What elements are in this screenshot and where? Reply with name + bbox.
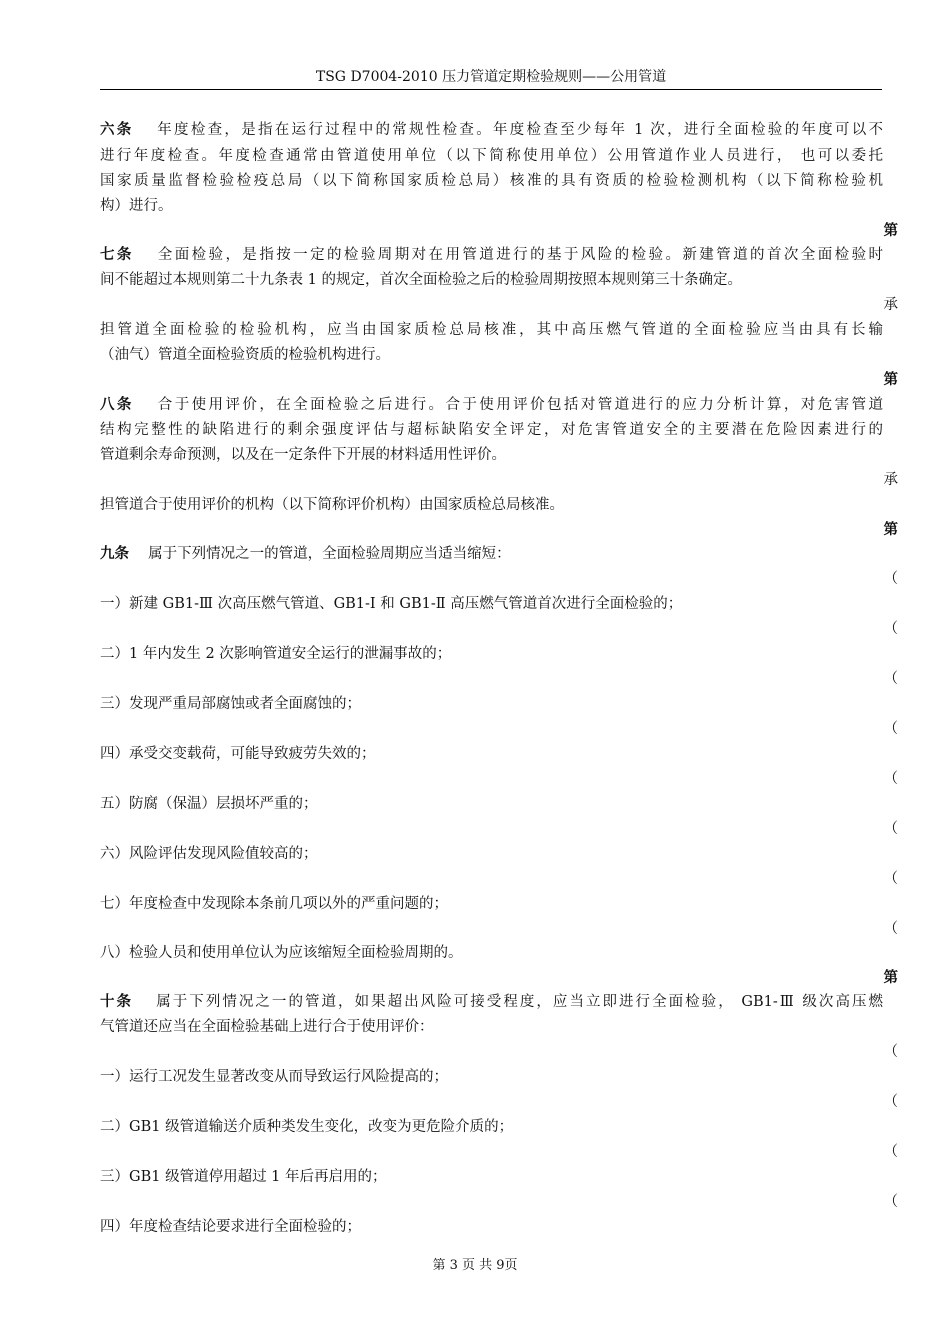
margin-paren: （ [883,821,898,837]
article-10-item-2: 二）GB1 级管道输送介质种类发生变化，改变为更危险介质的； [100,1119,514,1135]
article-6-line-1 [100,121,883,139]
article-8-line-3: 管道剩余寿命预测，以及在一定条件下开展的材料适用性评价。 [100,447,506,463]
article-6-line-4: 构）进行。 [100,198,173,214]
article-9-text: 属于下列情况之一的管道，全面检验周期应当适当缩短： [148,546,511,562]
article-10-item-4: 四）年度检查结论要求进行全面检验的； [100,1219,361,1235]
margin-paren: （ [883,1094,898,1110]
article-8-number: 八条 [100,396,134,413]
article-7-line-4: （油气）管道全面检验资质的检验机构进行。 [100,347,390,363]
article-6-line-2: 进行年度检查。年度检查通常由管道使用单位（以下简称使用单位）公用管道作业人员进行， 也可以委托 [100,148,883,164]
article-6-line-3: 国家质量监督检验检疫总局（以下简称国家质检总局）核准的具有资质的检验检测机构（以下简称检验机 [100,173,883,189]
margin-cheng-2: 承 [883,472,898,488]
page-footer: 第 3 页 共 9页 [432,1258,518,1273]
article-9-item-4: 四）承受交变载荷，可能导致疲劳失效的； [100,746,376,762]
margin-paren: （ [883,571,898,587]
article-8-text: 合于使用评价，在全面检验之后进行。合于使用评价包括对管道进行的应力分析计算，对危害管道 [157,397,883,413]
margin-paren: （ [883,671,898,687]
article-10-item-1: 一）运行工况发生显著改变从而导致运行风险提高的； [100,1069,448,1085]
margin-di-2: 第 [883,371,898,388]
article-9-item-8: 八）检验人员和使用单位认为应该缩短全面检验周期的。 [100,945,463,961]
article-6-number: 六条 [100,121,134,138]
margin-paren: （ [883,771,898,787]
margin-paren: （ [883,871,898,887]
article-9-item-1: 一）新建 GB1-Ⅲ 次高压燃气管道、GB1-Ⅰ 和 GB1-Ⅱ 高压燃气管道首次进行全面检验的； [100,596,683,612]
article-9-item-3: 三）发现严重局部腐蚀或者全面腐蚀的； [100,696,361,712]
article-7-line-3: 担管道全面检验的检验机构，应当由国家质检总局核准，其中高压燃气管道的全面检验应当由具有长输 [100,322,883,338]
article-8-line-2: 结构完整性的缺陷进行的剩余强度评估与超标缺陷安全评定，对危害管道安全的主要潜在危险因素进行的 [100,422,883,438]
article-8-line-4: 担管道合于使用评价的机构（以下简称评价机构）由国家质检总局核准。 [100,497,564,513]
article-6-text: 年度检查，是指在运行过程中的常规性检查。年度检查至少每年 1 次，进行全面检验的年度可以不 [157,122,883,138]
page-header: TSG D7004-2010 压力管道定期检验规则——公用管道 [100,66,882,90]
margin-paren: （ [883,1144,898,1160]
article-10-text: 属于下列情况之一的管道，如果超出风险可接受程度，应当立即进行全面检验， GB1-Ⅲ 级次高压燃 [156,994,884,1010]
margin-paren: （ [883,621,898,637]
article-7-line-1 [100,246,883,264]
margin-paren: （ [883,1194,898,1210]
article-8-line-1 [100,396,883,414]
article-10-number: 十条 [100,993,134,1010]
article-10-line-2: 气管道还应当在全面检验基础上进行合于使用评价： [100,1019,434,1035]
article-7-line-2: 间不能超过本规则第二十九条表 1 的规定，首次全面检验之后的检验周期按照本规则第三十条确定。 [100,272,742,288]
margin-di-1: 第 [883,222,898,239]
margin-paren: （ [883,1044,898,1060]
margin-di-3: 第 [883,521,898,538]
article-9-item-6: 六）风险评估发现风险值较高的； [100,846,318,862]
article-9-number: 九条 [100,545,129,562]
article-7-text: 全面检验，是指按一定的检验周期对在用管道进行的基于风险的检验。新建管道的首次全面检验时 [157,247,883,263]
article-9-item-7: 七）年度检查中发现除本条前几项以外的严重问题的； [100,896,448,912]
article-7-number: 七条 [100,246,134,263]
margin-di-4: 第 [883,969,898,986]
article-10-line-1 [100,993,883,1011]
article-9-item-2: 二）1 年内发生 2 次影响管道安全运行的泄漏事故的； [100,646,452,662]
margin-cheng-1: 承 [883,297,898,313]
margin-paren: （ [883,721,898,737]
article-9-item-5: 五）防腐（保温）层损坏严重的； [100,796,318,812]
margin-paren: （ [883,921,898,937]
article-10-item-3: 三）GB1 级管道停用超过 1 年后再启用的； [100,1169,387,1185]
article-9-line-1 [100,545,883,563]
